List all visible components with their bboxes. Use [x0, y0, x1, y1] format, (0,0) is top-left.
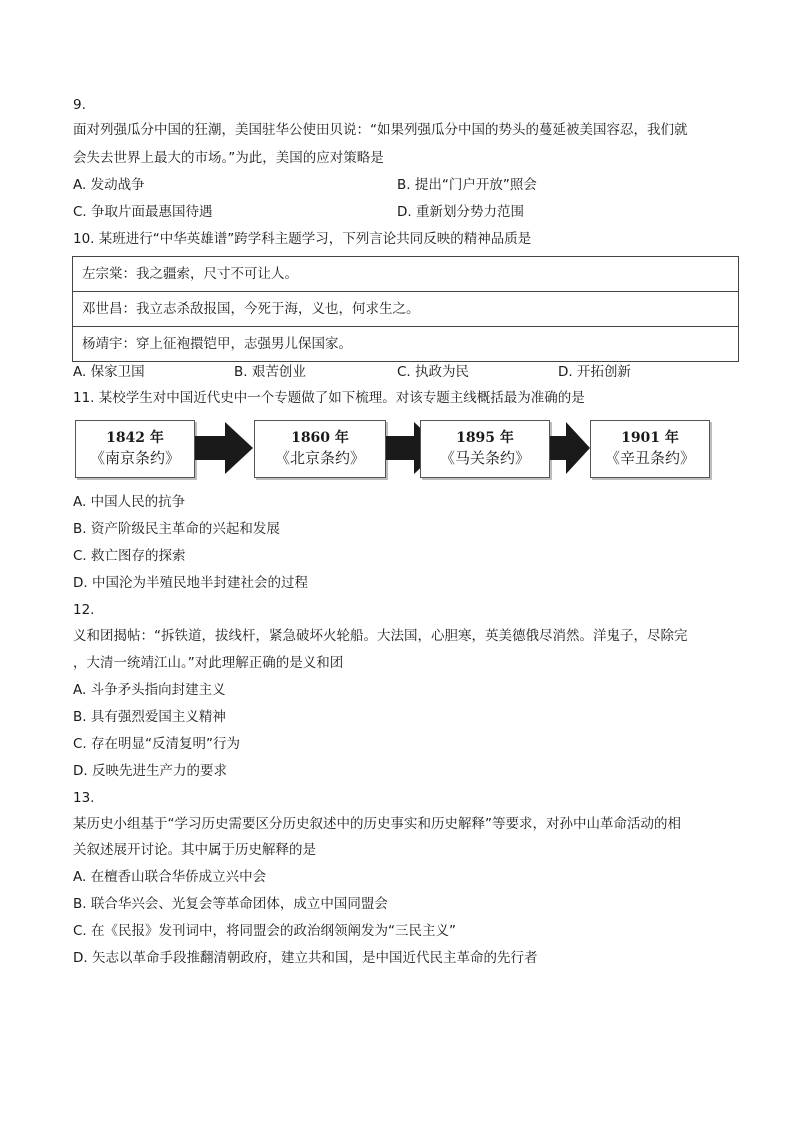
timeline-box-1895 [420, 420, 550, 478]
q13-stem-line2: 关叙述展开讨论。其中属于历史解释的是 [73, 842, 316, 858]
q13-option-b: B. 联合华兴会、光复会等革命团体，成立中国同盟会 [73, 896, 388, 912]
q13-stem-line1: 某历史小组基于“学习历史需要区分历史叙述中的历史事实和历史解释”等要求，对孙中山革命活动的相 [73, 816, 681, 832]
q9-stem-line2: 会失去世界上最大的市场。”为此，美国的应对策略是 [73, 150, 384, 166]
q10-stem: 10. 某班进行“中华英雄谱”跨学科主题学习，下列言论共同反映的精神品质是 [73, 231, 532, 247]
q9-option-c: C. 争取片面最惠国待遇 [73, 204, 213, 220]
q12-stem-line2: ，大清一统靖江山。”对此理解正确的是义和团 [73, 655, 344, 671]
right-arrow-icon [550, 422, 590, 474]
q12-stem-line1: 义和团揭帖：“拆铁道，拔线杆，紧急破坏火轮船。大法国，心胆寒，英美德俄尽消然。洋鬼子，尽除完 [73, 628, 688, 644]
timeline-year: 1895 年 [456, 430, 514, 446]
q10-option-a: A. 保家卫国 [73, 364, 145, 380]
q11-option-d: D. 中国沦为半殖民地半封建社会的过程 [73, 575, 308, 591]
q13-number: 13. [73, 790, 95, 806]
q10-option-b: B. 艰苦创业 [234, 364, 306, 380]
q11-option-c: C. 救亡图存的探索 [73, 548, 186, 564]
q9-option-b: B. 提出“门户开放”照会 [397, 177, 537, 193]
q11-timeline [72, 416, 722, 484]
q11-stem: 11. 某校学生对中国近代史中一个专题做了如下梳理。对该专题主线概括最为准确的是 [73, 390, 585, 406]
q10-option-c: C. 执政为民 [397, 364, 470, 380]
q9-option-d: D. 重新划分势力范围 [397, 204, 524, 220]
timeline-year: 1901 年 [621, 430, 679, 446]
timeline-year: 1860 年 [291, 430, 349, 446]
q12-option-c: C. 存在明显“反清复明”行为 [73, 736, 240, 752]
timeline-box-1842 [75, 420, 195, 478]
q13-option-d: D. 矢志以革命手段推翻清朝政府，建立共和国，是中国近代民主革命的先行者 [73, 950, 538, 966]
q10-quote-deng: 邓世昌：我立志杀敌报国，今死于海，义也，何求生之。 [73, 292, 739, 327]
q10-quote-table [72, 256, 739, 362]
q11-option-b: B. 资产阶级民主革命的兴起和发展 [73, 521, 280, 537]
q12-option-a: A. 斗争矛头指向封建主义 [73, 682, 226, 698]
timeline-box-1901 [590, 420, 710, 478]
timeline-treaty: 《南京条约》 [89, 449, 180, 467]
q10-quote-yang: 杨靖宇：穿上征袍擐铠甲，志强男儿保国家。 [73, 327, 739, 362]
right-arrow-icon [195, 422, 253, 474]
q13-option-a: A. 在檀香山联合华侨成立兴中会 [73, 869, 267, 885]
timeline-treaty: 《北京条约》 [274, 449, 365, 467]
q9-option-a: A. 发动战争 [73, 177, 145, 193]
timeline-year: 1842 年 [106, 430, 164, 446]
q12-option-b: B. 具有强烈爱国主义精神 [73, 709, 226, 725]
q12-number: 12. [73, 602, 95, 618]
timeline-box-1860 [254, 420, 386, 478]
timeline-treaty: 《辛丑条约》 [604, 449, 695, 467]
q11-option-a: A. 中国人民的抗争 [73, 494, 186, 510]
q10-option-d: D. 开拓创新 [558, 364, 631, 380]
timeline-treaty: 《马关条约》 [439, 449, 530, 467]
q10-quote-zuo: 左宗棠：我之疆索，尺寸不可让人。 [73, 257, 739, 292]
q13-option-c: C. 在《民报》发刊词中，将同盟会的政治纲领阐发为“三民主义” [73, 923, 456, 939]
q12-option-d: D. 反映先进生产力的要求 [73, 763, 227, 779]
q9-number: 9. [73, 97, 86, 113]
q9-stem-line1: 面对列强瓜分中国的狂潮，美国驻华公使田贝说：“如果列强瓜分中国的势头的蔓延被美国容忍，我们就 [73, 122, 688, 138]
